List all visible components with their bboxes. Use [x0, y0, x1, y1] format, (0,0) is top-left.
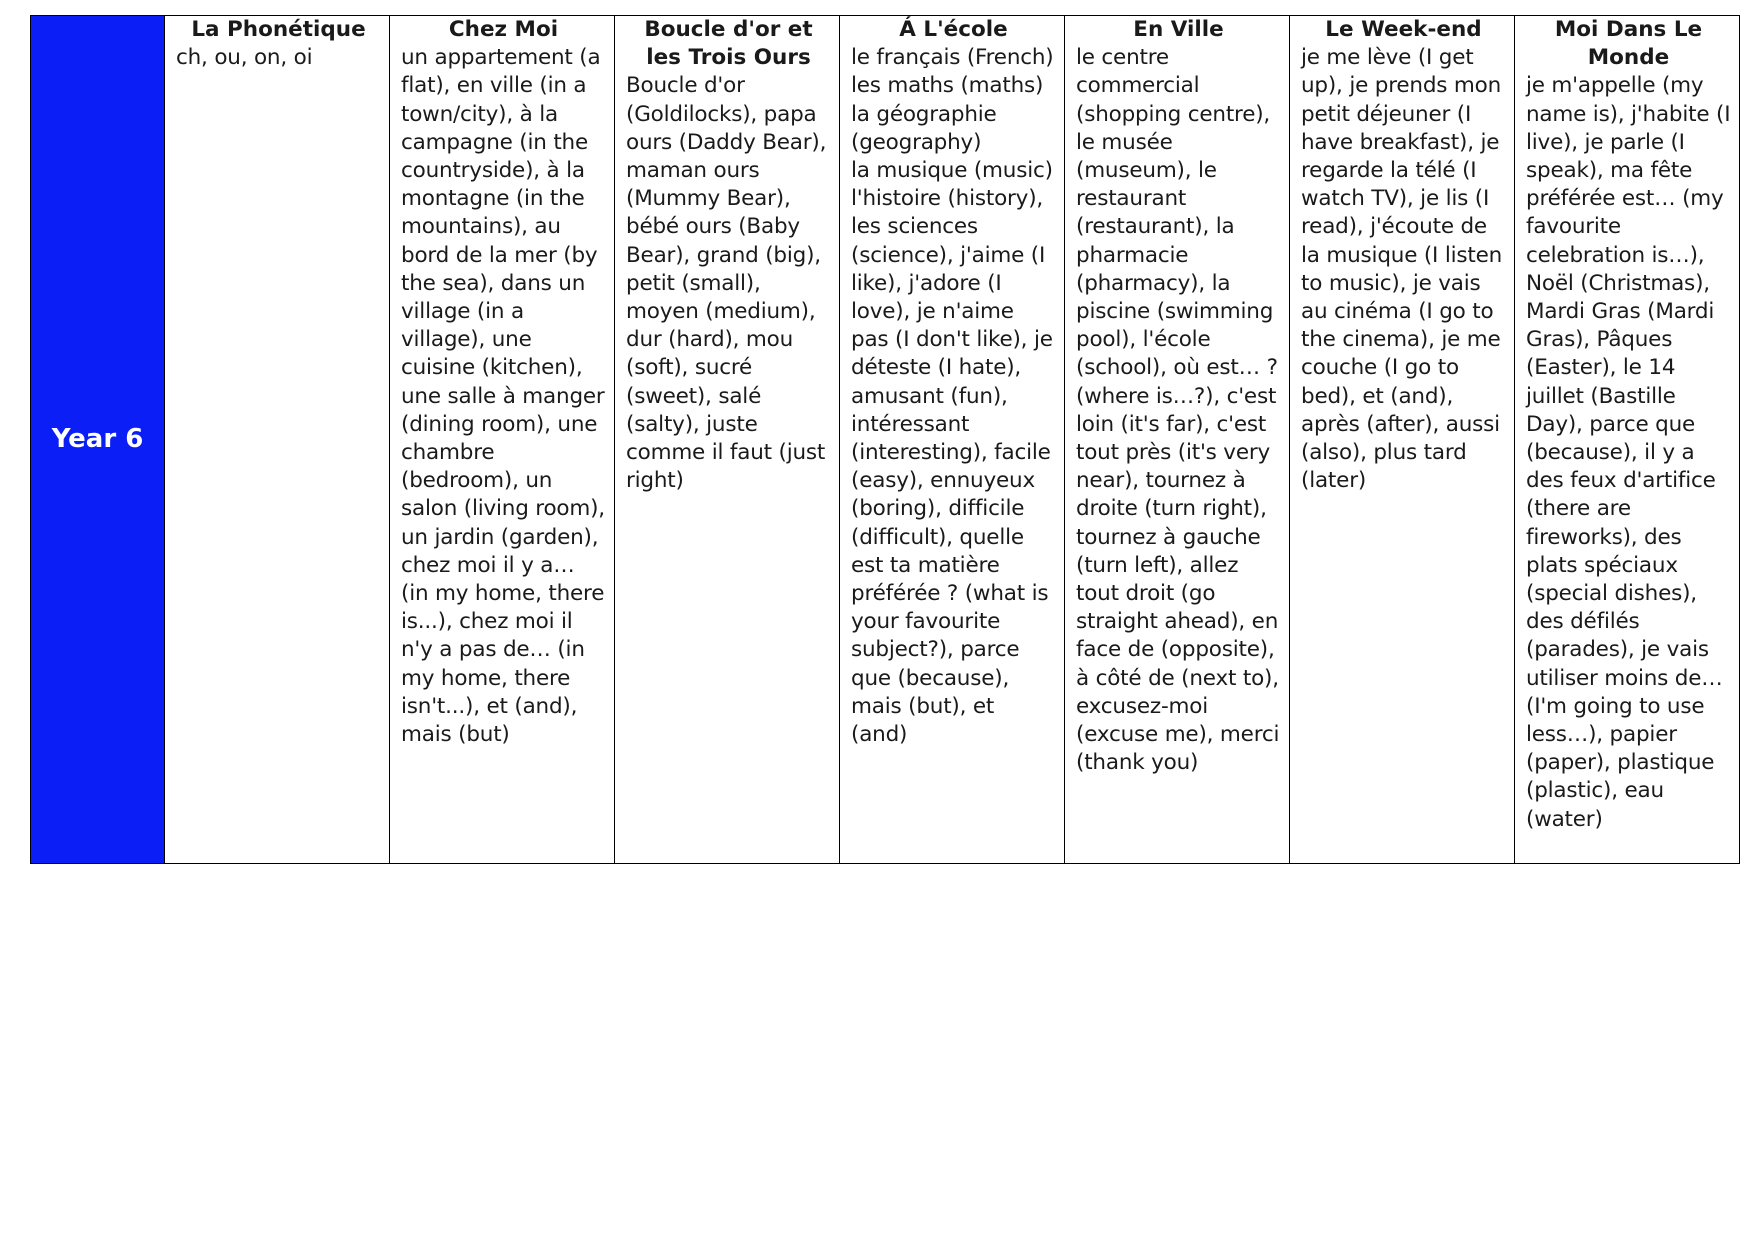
topic-content: je me lève (I get up), je prends mon petit déjeuner (I have breakfast), je regarde la télé (I watch TV), je lis (I read), j'écoute de la musique (I listen to music), je vais au cinéma (I go to the cinema), je me couche (I go to bed), et (and), après (after), aussi (also), plus tard (later) [1301, 45, 1503, 494]
topic-cell-le-week-end [1290, 16, 1515, 864]
topic-title: Moi Dans Le Monde [1554, 17, 1703, 71]
year-label: Year 6 [31, 16, 165, 864]
topic-content: le français (French) les maths (maths) la géographie (geography) la musique (music) l'histoire (history), les sciences (science), j'aime (I like), j'adore (I love), je n'aime pas (I don't like), je déteste (I hate), amusant (fun), intéressant (interesting), facile (easy), ennuyeux (boring), difficile (difficult), quelle est ta matière préférée ? (what is your favourite subject?), parce que (because), mais (but), et (and) [851, 45, 1054, 748]
year-6-vocabulary-table [30, 15, 1740, 864]
topic-cell-chez-moi [390, 16, 615, 864]
topic-cell-a-lecole [840, 16, 1065, 864]
topic-title: Le Week-end [1325, 17, 1482, 42]
topic-title: En Ville [1133, 17, 1224, 42]
topic-content: ch, ou, on, oi [176, 45, 313, 71]
topic-cell-moi-dans-le-monde [1515, 16, 1740, 864]
table-row [31, 16, 1740, 864]
topic-title: Á L'école [899, 17, 1008, 42]
topic-cell-en-ville [1065, 16, 1290, 864]
topic-cell-boucle-dor [615, 16, 840, 864]
topic-content: Boucle d'or (Goldilocks), papa ours (Daddy Bear), maman ours (Mummy Bear), bébé ours (Baby Bear), grand (big), petit (small), moyen (medium), dur (hard), mou (soft), sucré (sweet), salé (salty), juste comme il faut (just right) [626, 73, 827, 494]
topic-title: Boucle d'or et les Trois Ours [644, 17, 813, 71]
topic-content: un appartement (a flat), en ville (in a town/city), à la campagne (in the countryside), à la montagne (in the mountains), au bord de la mer (by the sea), dans un village (in a village), une cuisine (kitchen), une salle à manger (dining room), une chambre (bedroom), un salon (living room), un jardin (garden), chez moi il y a… (in my home, there is...), chez moi il n'y a pas de… (in my home, there isn't...), et (and), mais (but) [401, 45, 605, 748]
topic-content: le centre commercial (shopping centre), le musée (museum), le restaurant (restaurant), la pharmacie (pharmacy), la piscine (swimming pool), l'école (school), où est… ? (where is…?), c'est loin (it's far), c'est tout près (it's very near), tournez à droite (turn right), tournez à gauche (turn left), allez tout droit (go straight ahead), en face de (opposite), à côté de (next to), excusez-moi (excuse me), merci (thank you) [1076, 45, 1280, 776]
topic-title: Chez Moi [448, 17, 559, 42]
topic-title: La Phonétique [191, 17, 366, 42]
topic-cell-phonetique [165, 16, 390, 864]
topic-content: je m'appelle (my name is), j'habite (I live), je parle (I speak), ma fête préférée est… (my favourite celebration is…), Noël (Christmas), Mardi Gras (Mardi Gras), Pâques (Easter), le 14 juillet (Bastille Day), parce que (because), il y a des feux d'artifice (there are fireworks), des plats spéciaux (special dishes), des défilés (parades), je vais utiliser moins de… (I'm going to use less…), papier (paper), plastique (plastic), eau (water) [1526, 73, 1731, 832]
